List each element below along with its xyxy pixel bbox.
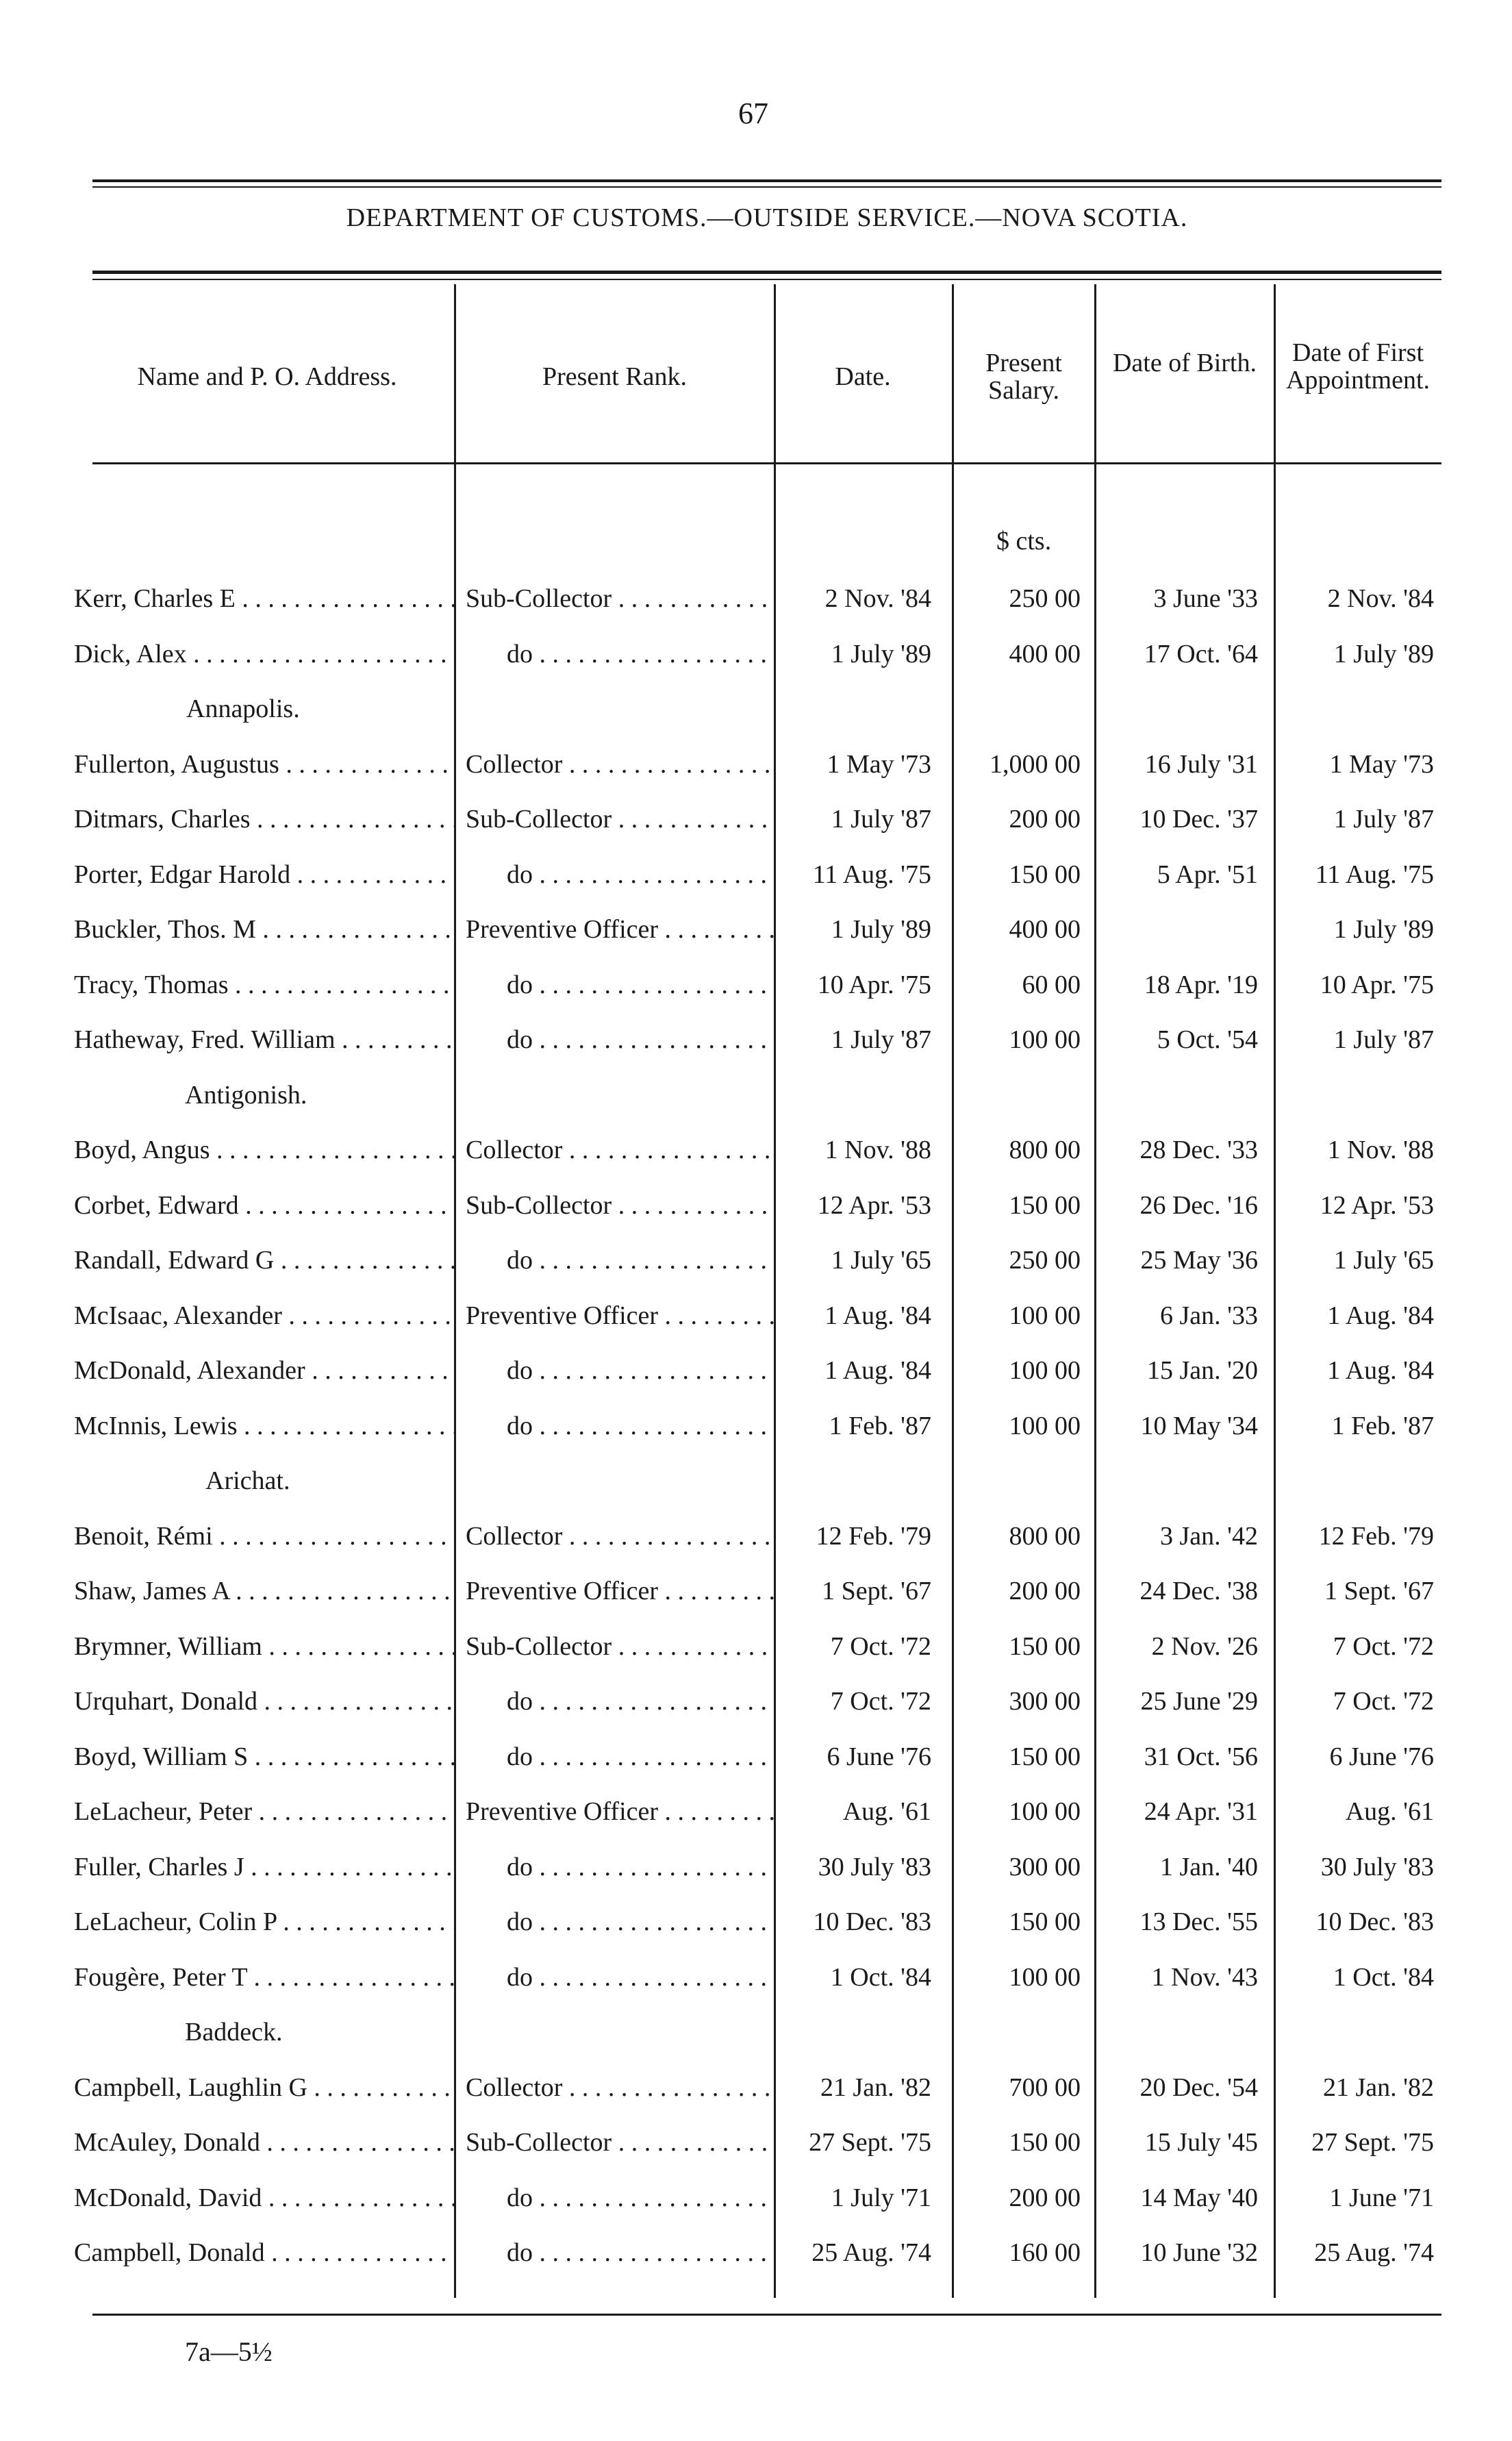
section-heading: Antigonish. xyxy=(185,1081,307,1110)
cell-first-appointment: 1 June '71 xyxy=(1329,2183,1434,2212)
table-row xyxy=(0,1240,1512,1281)
cell-date: 12 Feb. '79 xyxy=(816,1522,931,1551)
cell-birth: 24 Apr. '31 xyxy=(1144,1797,1258,1826)
cell-first-appointment: 10 Apr. '75 xyxy=(1320,971,1434,999)
header-rank: Present Rank. xyxy=(542,362,688,391)
cell-date: 12 Apr. '53 xyxy=(817,1191,931,1220)
cell-name: McAuley, Donald . . . xyxy=(74,2122,454,2163)
cell-birth: 26 Dec. '16 xyxy=(1139,1191,1258,1220)
cell-salary: 100 00 xyxy=(1009,1025,1081,1054)
cell-name: LeLacheur, Peter . . . xyxy=(74,1791,454,1832)
cell-rank: Sub-Collector . . . xyxy=(466,1185,774,1226)
cell-first-appointment: 1 July '89 xyxy=(1333,915,1434,944)
table-row xyxy=(0,909,1512,950)
cell-name: Boyd, William S . . . xyxy=(74,1736,454,1777)
cell-salary: 60 00 xyxy=(1022,971,1081,999)
cell-salary: 160 00 xyxy=(1009,2238,1081,2267)
header-salary: Present Salary. xyxy=(985,349,1062,405)
cell-name: McDonald, David . . . xyxy=(74,2177,454,2218)
cell-birth: 17 Oct. '64 xyxy=(1144,640,1258,668)
cell-rank: do . . . xyxy=(466,2232,774,2273)
table-row xyxy=(0,2067,1512,2108)
cell-name: Porter, Edgar Harold . . . xyxy=(74,854,454,895)
cell-name: Hatheway, Fred. William . . . xyxy=(74,1019,454,1060)
cell-first-appointment: 11 Aug. '75 xyxy=(1315,860,1434,889)
cell-birth: 15 Jan. '20 xyxy=(1146,1356,1258,1385)
cell-date: 21 Jan. '82 xyxy=(820,2073,931,2102)
header-birth: Date of Birth. xyxy=(1112,349,1257,377)
cell-name: Brymner, William . . . xyxy=(74,1626,454,1667)
table-row xyxy=(0,1019,1512,1060)
table-row xyxy=(0,964,1512,1005)
cell-date: 10 Dec. '83 xyxy=(813,1907,931,1936)
cell-rank: do . . . xyxy=(466,1240,774,1281)
cell-date: 7 Oct. '72 xyxy=(830,1632,931,1661)
cell-birth: 28 Dec. '33 xyxy=(1139,1136,1258,1164)
cell-salary: 300 00 xyxy=(1009,1853,1081,1881)
cell-birth: 14 May '40 xyxy=(1140,2183,1258,2212)
page-number: 67 xyxy=(738,97,768,130)
cell-salary: 200 00 xyxy=(1009,1577,1081,1605)
cell-birth: 25 May '36 xyxy=(1140,1246,1258,1275)
cell-salary: 800 00 xyxy=(1009,1522,1081,1551)
cell-name: Buckler, Thos. M . . . xyxy=(74,909,454,950)
cell-birth: 3 Jan. '42 xyxy=(1159,1522,1258,1551)
cell-date: 1 July '65 xyxy=(831,1246,931,1275)
cell-birth: 6 Jan. '33 xyxy=(1159,1301,1258,1330)
cell-salary: 100 00 xyxy=(1009,1301,1081,1330)
cell-birth: 10 June '32 xyxy=(1140,2238,1258,2267)
table-row xyxy=(0,1626,1512,1667)
cell-salary: 150 00 xyxy=(1009,860,1081,889)
cell-salary: 250 00 xyxy=(1009,1246,1081,1275)
cell-birth: 10 Dec. '37 xyxy=(1139,805,1258,834)
cell-date: 1 May '73 xyxy=(827,750,931,779)
header-date: Date. xyxy=(835,362,891,391)
cell-rank: do . . . xyxy=(466,1681,774,1722)
table-row xyxy=(0,2232,1512,2273)
cell-date: 1 July '87 xyxy=(831,1025,931,1054)
cell-rank: Preventive Officer . . . xyxy=(466,1570,774,1612)
section-heading: Baddeck. xyxy=(185,2018,283,2046)
table-row xyxy=(0,1901,1512,1942)
cell-first-appointment: 1 July '89 xyxy=(1333,640,1434,668)
cell-first-appointment: 1 Nov. '88 xyxy=(1327,1136,1434,1164)
cell-salary: 400 00 xyxy=(1009,915,1081,944)
table-row xyxy=(0,1791,1512,1832)
cell-first-appointment: 1 Aug. '84 xyxy=(1327,1356,1434,1385)
cell-name: Dick, Alex . . . xyxy=(74,634,454,675)
cell-rank: do . . . xyxy=(466,1350,774,1391)
cell-date: 25 Aug. '74 xyxy=(811,2238,931,2267)
bottom-rule xyxy=(92,2314,1441,2316)
cell-date: 1 Aug. '84 xyxy=(824,1356,931,1385)
table-row xyxy=(0,634,1512,675)
cell-first-appointment: 1 July '87 xyxy=(1333,1025,1434,1054)
cell-birth: 31 Oct. '56 xyxy=(1144,1742,1258,1771)
cell-date: 1 Oct. '84 xyxy=(830,1963,931,1992)
table-row xyxy=(0,799,1512,840)
cell-rank: Sub-Collector . . . xyxy=(466,578,774,619)
cell-salary: 150 00 xyxy=(1009,1191,1081,1220)
cell-first-appointment: 6 June '76 xyxy=(1329,1742,1434,1771)
cell-birth: 5 Apr. '51 xyxy=(1157,860,1258,889)
cell-name: Shaw, James A . . . xyxy=(74,1570,454,1612)
cell-birth: 24 Dec. '38 xyxy=(1139,1577,1258,1605)
cell-rank: do . . . xyxy=(466,1957,774,1998)
cell-rank: Preventive Officer . . . xyxy=(466,1791,774,1832)
cell-name: Benoit, Rémi . . . xyxy=(74,1516,454,1557)
cell-name: Ditmars, Charles . . . xyxy=(74,799,454,840)
cell-salary: 100 00 xyxy=(1009,1412,1081,1440)
cell-salary: 100 00 xyxy=(1009,1963,1081,1992)
cell-name: Urquhart, Donald . . . xyxy=(74,1681,454,1722)
cell-first-appointment: 12 Feb. '79 xyxy=(1318,1522,1434,1551)
cell-birth: 18 Apr. '19 xyxy=(1144,971,1258,999)
cell-date: 2 Nov. '84 xyxy=(824,584,931,613)
cell-name: Tracy, Thomas . . . xyxy=(74,964,454,1005)
table-row xyxy=(0,1516,1512,1557)
cell-rank: do . . . xyxy=(466,1405,774,1447)
cell-rank: do . . . xyxy=(466,964,774,1005)
header-bottom-rule xyxy=(92,462,1441,464)
page-title: DEPARTMENT OF CUSTOMS.—OUTSIDE SERVICE.—NOVA SCOTIA. xyxy=(346,203,1188,232)
cell-first-appointment: Aug. '61 xyxy=(1345,1797,1434,1826)
cell-rank: Preventive Officer . . . xyxy=(466,909,774,950)
cell-name: Fuller, Charles J . . . xyxy=(74,1847,454,1888)
table-row xyxy=(0,1736,1512,1777)
table-row xyxy=(0,1957,1512,1998)
cell-salary: 300 00 xyxy=(1009,1687,1081,1716)
cell-birth: 2 Nov. '26 xyxy=(1151,1632,1258,1661)
cell-date: 1 Aug. '84 xyxy=(824,1301,931,1330)
cell-date: 1 Nov. '88 xyxy=(824,1136,931,1164)
cell-birth: 3 June '33 xyxy=(1153,584,1258,613)
cell-birth: 1 Nov. '43 xyxy=(1151,1963,1258,1992)
cell-rank: do . . . xyxy=(466,1019,774,1060)
cell-birth: 25 June '29 xyxy=(1140,1687,1258,1716)
cell-name: Corbet, Edward . . . xyxy=(74,1185,454,1226)
cell-birth: 15 July '45 xyxy=(1144,2128,1258,2157)
cell-first-appointment: 2 Nov. '84 xyxy=(1327,584,1434,613)
table-row xyxy=(0,1681,1512,1722)
header-name: Name and P. O. Address. xyxy=(137,362,397,391)
cell-rank: Sub-Collector . . . xyxy=(466,2122,774,2163)
table-row xyxy=(0,1350,1512,1391)
cell-salary: 250 00 xyxy=(1009,584,1081,613)
cell-rank: Collector . . . xyxy=(466,1129,774,1171)
cell-birth: 16 July '31 xyxy=(1144,750,1258,779)
cell-rank: Preventive Officer . . . xyxy=(466,1295,774,1336)
cell-first-appointment: 7 Oct. '72 xyxy=(1333,1632,1434,1661)
cell-name: Campbell, Donald . . . xyxy=(74,2232,454,2273)
footer-reference: 7a—5½ xyxy=(185,2336,273,2367)
table-row xyxy=(0,744,1512,785)
cell-rank: Collector . . . xyxy=(466,744,774,785)
cell-first-appointment: 12 Apr. '53 xyxy=(1320,1191,1434,1220)
cell-salary: 100 00 xyxy=(1009,1797,1081,1826)
cell-date: 1 July '87 xyxy=(831,805,931,834)
header-top-rule-thin xyxy=(92,279,1441,280)
cell-rank: do . . . xyxy=(466,1847,774,1888)
section-heading: Annapolis. xyxy=(186,694,300,723)
cell-name: McDonald, Alexander . . . xyxy=(74,1350,454,1391)
cell-rank: Sub-Collector . . . xyxy=(466,799,774,840)
cell-name: Campbell, Laughlin G . . . xyxy=(74,2067,454,2108)
cell-rank: do . . . xyxy=(466,854,774,895)
table-row xyxy=(0,854,1512,895)
cell-first-appointment: 7 Oct. '72 xyxy=(1333,1687,1434,1716)
table-row xyxy=(0,1295,1512,1336)
cell-name: Boyd, Angus . . . xyxy=(74,1129,454,1171)
cell-salary: 1,000 00 xyxy=(990,750,1081,779)
table-row xyxy=(0,1129,1512,1171)
cell-name: Kerr, Charles E . . . xyxy=(74,578,454,619)
cell-first-appointment: 30 July '83 xyxy=(1320,1853,1434,1881)
table-row xyxy=(0,1405,1512,1447)
cell-rank: do . . . xyxy=(466,634,774,675)
cell-first-appointment: 1 Aug. '84 xyxy=(1327,1301,1434,1330)
cell-birth: 20 Dec. '54 xyxy=(1139,2073,1258,2102)
cell-salary: 800 00 xyxy=(1009,1136,1081,1164)
cell-birth: 10 May '34 xyxy=(1140,1412,1258,1440)
cell-first-appointment: 1 Sept. '67 xyxy=(1324,1577,1434,1605)
cell-salary: 400 00 xyxy=(1009,640,1081,668)
cell-date: 10 Apr. '75 xyxy=(817,971,931,999)
cell-name: LeLacheur, Colin P . . . xyxy=(74,1901,454,1942)
cell-first-appointment: 27 Sept. '75 xyxy=(1311,2128,1434,2157)
cell-first-appointment: 1 May '73 xyxy=(1329,750,1434,779)
cell-first-appointment: 1 Feb. '87 xyxy=(1331,1412,1434,1440)
cell-rank: do . . . xyxy=(466,1736,774,1777)
cell-rank: Collector . . . xyxy=(466,1516,774,1557)
cell-date: 11 Aug. '75 xyxy=(812,860,931,889)
cell-first-appointment: 1 Oct. '84 xyxy=(1333,1963,1434,1992)
cell-salary: 200 00 xyxy=(1009,805,1081,834)
cell-first-appointment: 1 July '87 xyxy=(1333,805,1434,834)
cell-date: 27 Sept. '75 xyxy=(809,2128,931,2157)
header-first-appointment: Date of First Appointment. xyxy=(1285,338,1431,395)
cell-date: 6 June '76 xyxy=(827,1742,931,1771)
table-row xyxy=(0,1570,1512,1612)
cell-salary: 700 00 xyxy=(1009,2073,1081,2102)
currency-unit: $ cts. xyxy=(996,527,1052,555)
cell-date: 30 July '83 xyxy=(818,1853,931,1881)
table-row xyxy=(0,1185,1512,1226)
cell-date: 1 Sept. '67 xyxy=(822,1577,931,1605)
cell-birth: 13 Dec. '55 xyxy=(1139,1907,1258,1936)
cell-date: 7 Oct. '72 xyxy=(830,1687,931,1716)
cell-salary: 150 00 xyxy=(1009,1632,1081,1661)
cell-first-appointment: 1 July '65 xyxy=(1333,1246,1434,1275)
cell-birth: 5 Oct. '54 xyxy=(1157,1025,1258,1054)
cell-salary: 200 00 xyxy=(1009,2183,1081,2212)
top-rule-thin xyxy=(92,186,1441,188)
cell-date: 1 Feb. '87 xyxy=(829,1412,931,1440)
cell-rank: do . . . xyxy=(466,1901,774,1942)
cell-name: McInnis, Lewis . . . xyxy=(74,1405,454,1447)
table-row xyxy=(0,1847,1512,1888)
cell-rank: do . . . xyxy=(466,2177,774,2218)
cell-first-appointment: 21 Jan. '82 xyxy=(1322,2073,1434,2102)
table-row xyxy=(0,2122,1512,2163)
cell-date: Aug. '61 xyxy=(842,1797,931,1826)
cell-salary: 100 00 xyxy=(1009,1356,1081,1385)
cell-salary: 150 00 xyxy=(1009,2128,1081,2157)
cell-rank: Sub-Collector . . . xyxy=(466,1626,774,1667)
section-heading: Arichat. xyxy=(205,1466,290,1495)
cell-salary: 150 00 xyxy=(1009,1742,1081,1771)
table-row xyxy=(0,2177,1512,2218)
cell-birth: 1 Jan. '40 xyxy=(1159,1853,1258,1881)
table-row xyxy=(0,578,1512,619)
cell-first-appointment: 10 Dec. '83 xyxy=(1315,1907,1434,1936)
cell-name: McIsaac, Alexander . . . xyxy=(74,1295,454,1336)
cell-name: Fougère, Peter T . . . xyxy=(74,1957,454,1998)
cell-name: Randall, Edward G . . . xyxy=(74,1240,454,1281)
cell-date: 1 July '71 xyxy=(831,2183,931,2212)
header-top-rule xyxy=(92,271,1441,274)
cell-salary: 150 00 xyxy=(1009,1907,1081,1936)
cell-date: 1 July '89 xyxy=(831,640,931,668)
cell-date: 1 July '89 xyxy=(831,915,931,944)
cell-rank: Collector . . . xyxy=(466,2067,774,2108)
cell-first-appointment: 25 Aug. '74 xyxy=(1314,2238,1434,2267)
cell-name: Fullerton, Augustus . . . xyxy=(74,744,454,785)
top-rule xyxy=(92,179,1441,182)
